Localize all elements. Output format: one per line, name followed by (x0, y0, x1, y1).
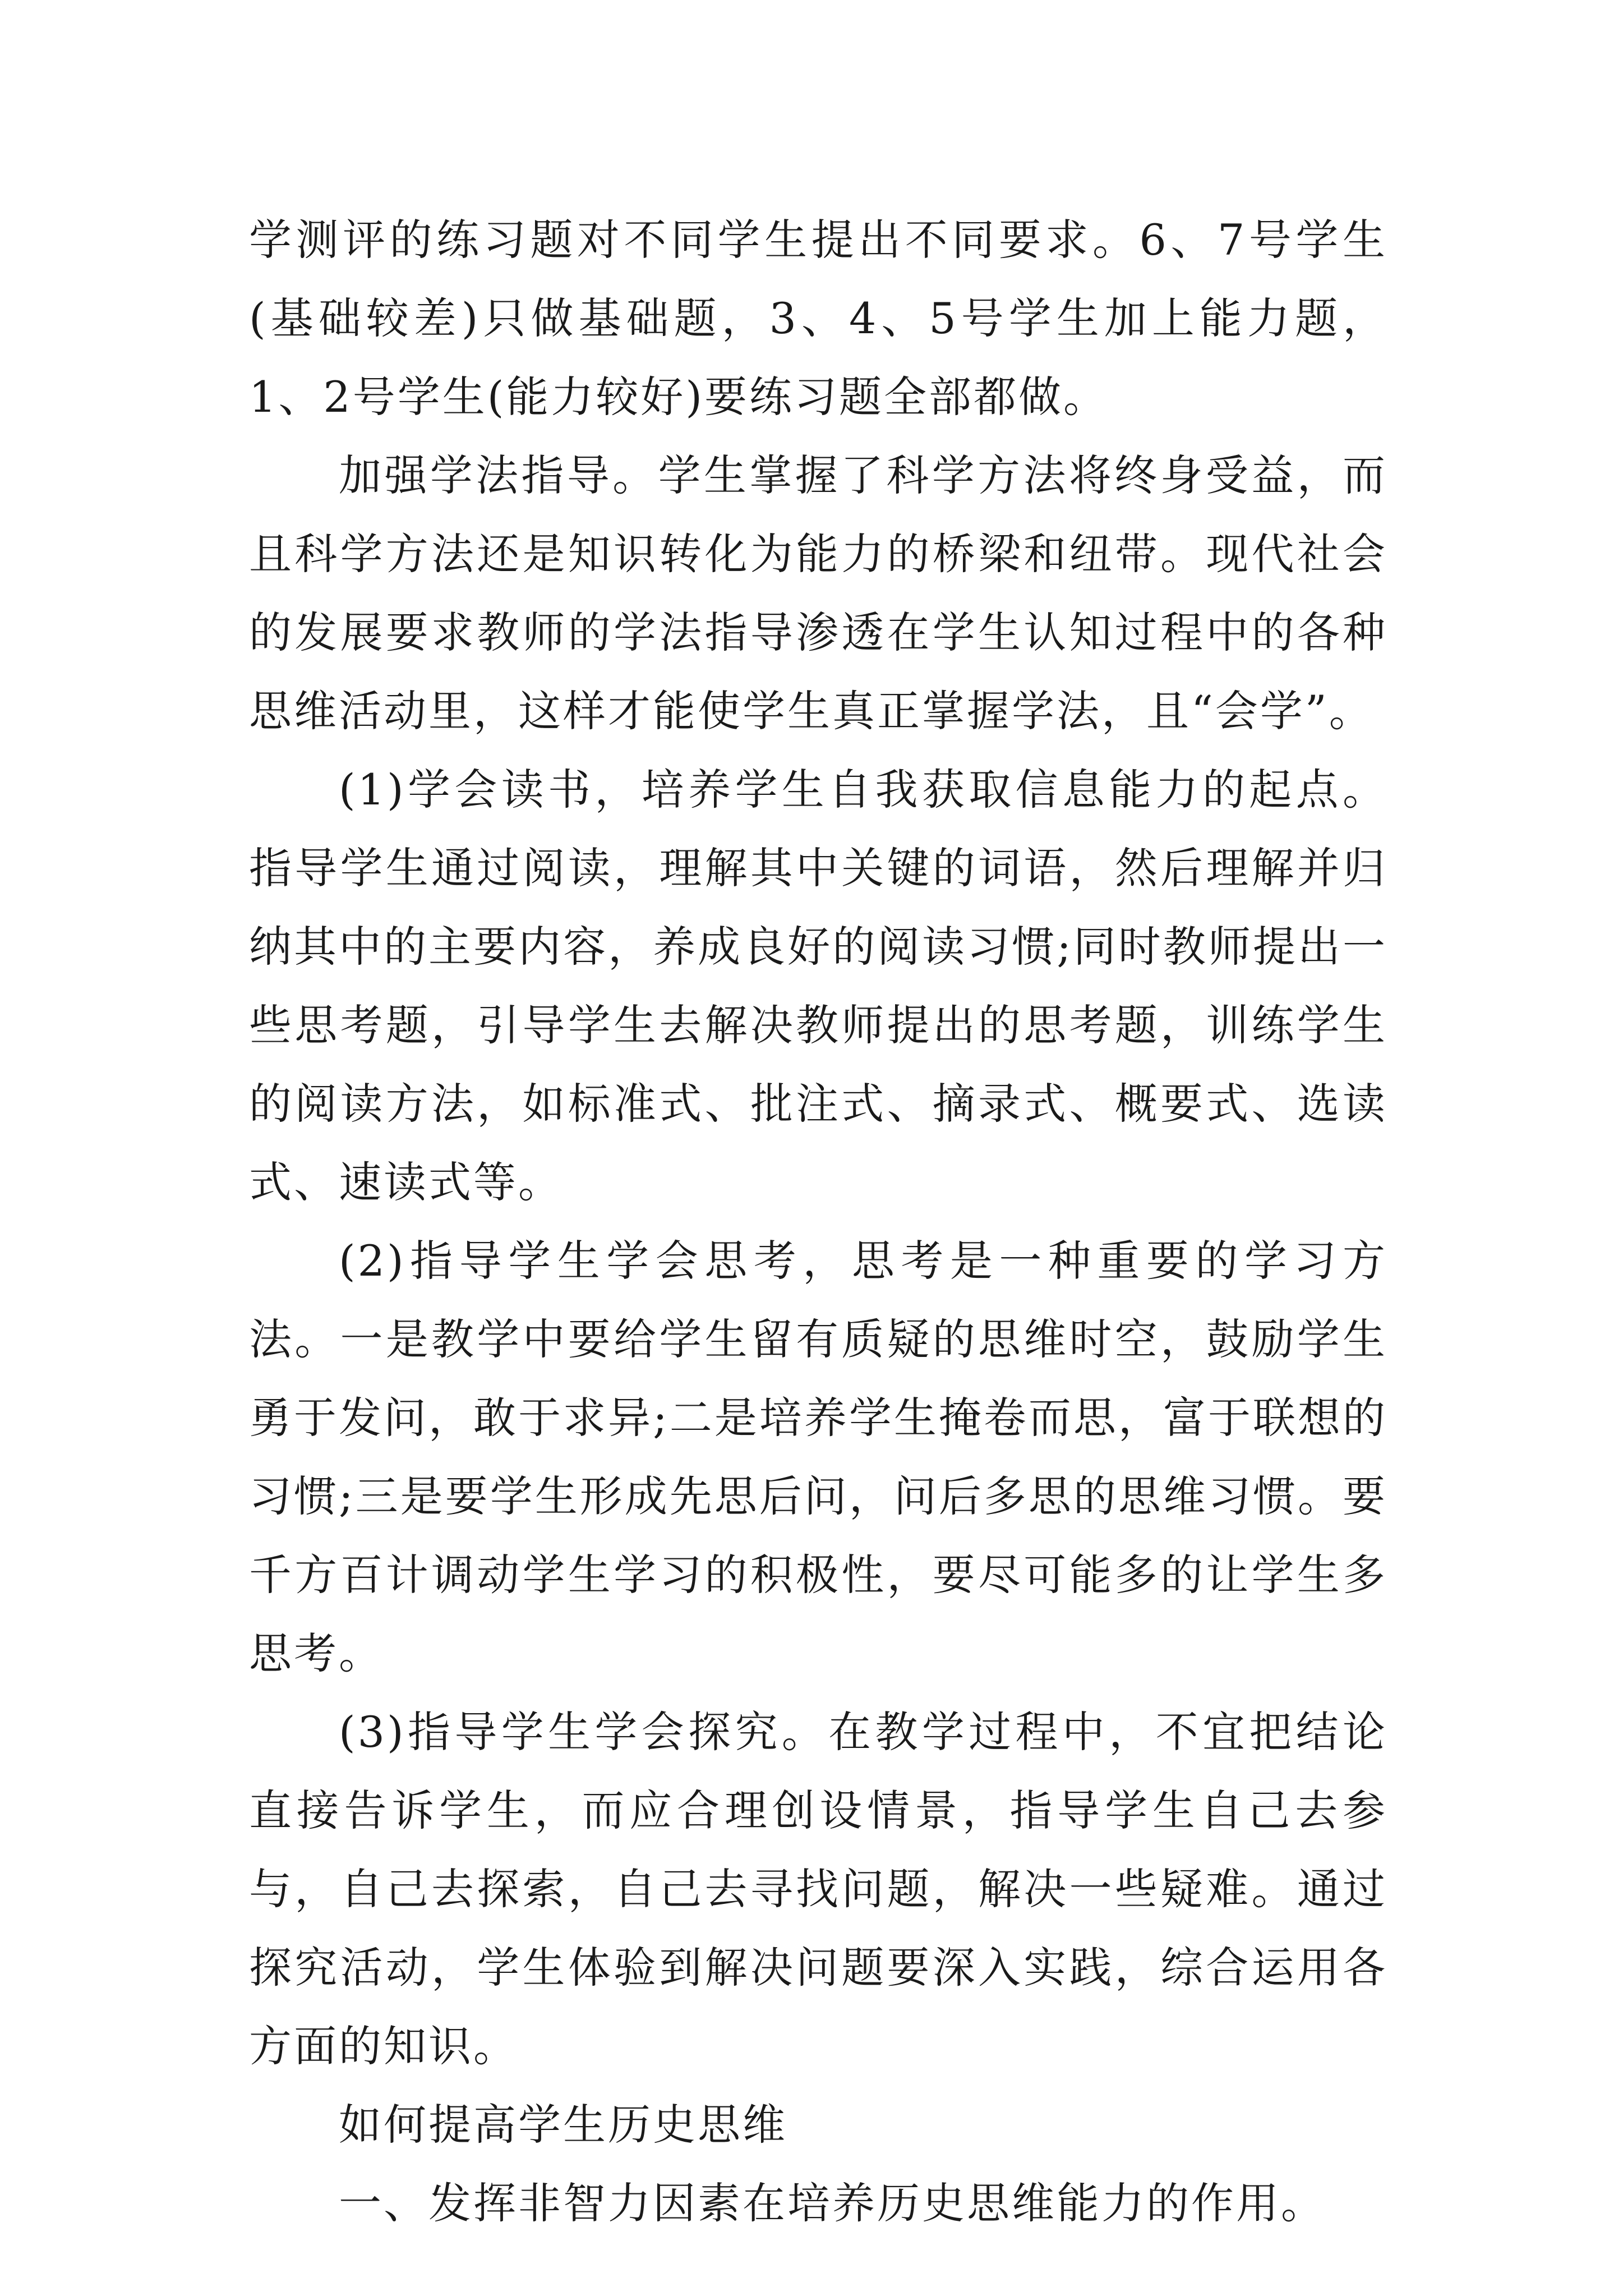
section-heading: 如何提高学生历史思维 (339, 2100, 787, 2150)
paragraph-study-method-guidance: 加强学法指导。学生掌握了科学方法将终身受益，而且科学方法还是知识转化为能力的桥梁和纽带。现代社会的发展要求教师的学法指导渗透在学生认知过程中的各种思维活动里，这样才能使学生真正掌握学法，且“会学”。 (249, 450, 1387, 736)
paragraph-continued: 学测评的练习题对不同学生提出不同要求。6、7号学生(基础较差)只做基础题，3、4、5号学生加上能力题，1、2号学生(能力较好)要练习题全部都做。 (249, 215, 1387, 422)
subsection-heading: 一、发挥非智力因素在培养历史思维能力的作用。 (339, 2178, 1326, 2228)
paragraph-learn-inquiry: (3)指导学生学会探究。在教学过程中，不宜把结论直接告诉学生，而应合理创设情景，指导学生自己去参与，自己去探索，自己去寻找问题，解决一些疑难。通过探究活动，学生体验到解决问题要深入实践，综合运用各方面的知识。 (249, 1707, 1387, 2071)
paragraph-learn-thinking: (2)指导学生学会思考，思考是一种重要的学习方法。一是教学中要给学生留有质疑的思维时空，鼓励学生勇于发问，敢于求异;二是培养学生掩卷而思，富于联想的习惯;三是要学生形成先思后问，问后多思的思维习惯。要千方百计调动学生学习的积极性，要尽可能多的让学生多思考。 (249, 1236, 1387, 1678)
paragraph-learn-reading: (1)学会读书，培养学生自我获取信息能力的起点。指导学生通过阅读，理解其中关键的词语，然后理解并归纳其中的主要内容，养成良好的阅读习惯;同时教师提出一些思考题，引导学生去解决教师提出的思考题，训练学生的阅读方法，如标准式、批注式、摘录式、概要式、选读式、速读式等。 (249, 765, 1387, 1207)
document-body (249, 201, 1387, 2243)
